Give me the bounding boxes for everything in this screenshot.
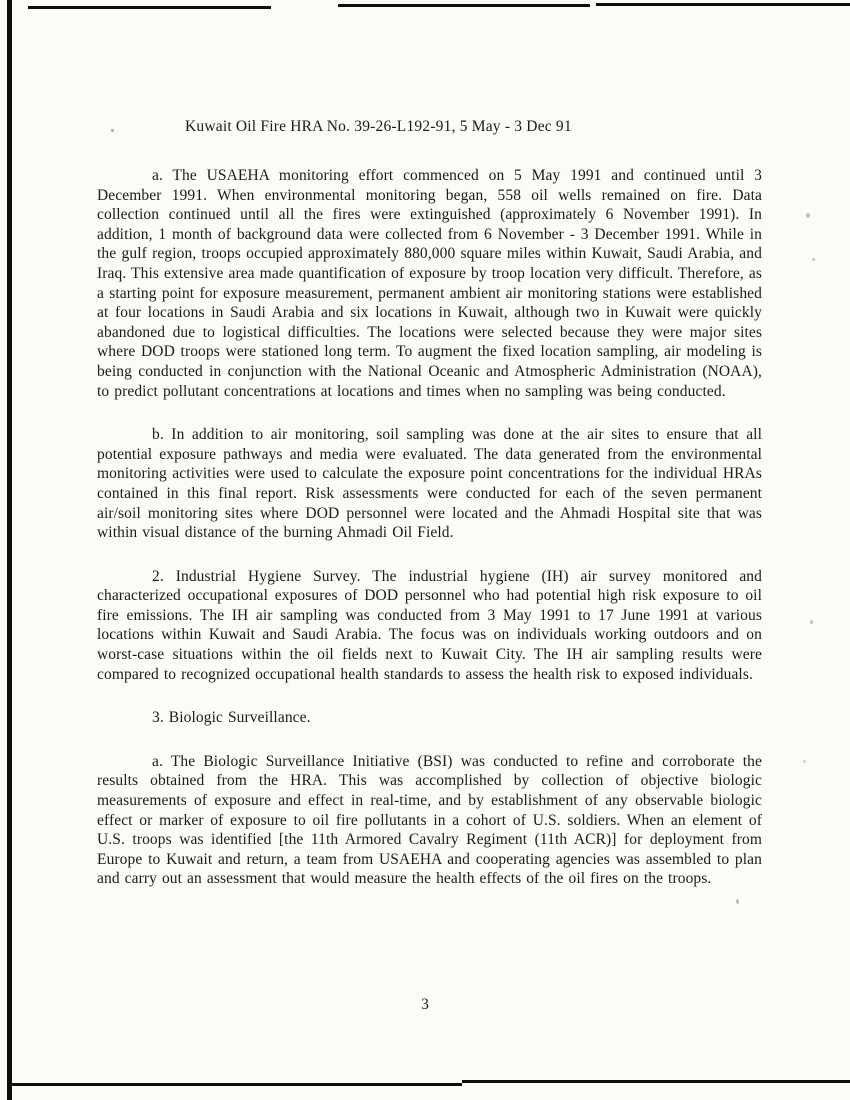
page-number: 3: [421, 996, 429, 1013]
scan-speck: [806, 213, 810, 218]
scan-speck: [803, 760, 806, 763]
paragraph-3a: a. The Biologic Surveillance Initiative (BSI) was conducted to refine and corroborate the results obtained from the HRA. This was accomplished by collection of objective biologic measurements of exposure and effect in real-time, and by establishment of any observable biologic effect or marker of exposure to oil fire pollutants in a cohort of U.S. soldiers. When an element of U.S. troops was identified [the 11th Armored Cavalry Regiment (11th ACR)] for deployment from Europe to Kuwait and return, a team from USAEHA and cooperating agencies was assembled to plan and carry out an assessment that would measure the health effects of the oil fires on the troops.: [97, 752, 762, 888]
paragraph-2-industrial-hygiene: 2. Industrial Hygiene Survey. The industrial hygiene (IH) air survey monitored and characterized occupational exposures of DOD personnel who had potential high risk exposure to oil fire emissions. The IH air sampling was conducted from 3 May 1991 to 17 June 1991 at various locations within Kuwait and Saudi Arabia. The focus was on individuals working outdoors and on worst-case situations within the oil fields next to Kuwait City. The IH air sampling results were compared to recognized occupational health standards to assess the health risk to exposed individuals.: [97, 567, 762, 683]
scan-edge-bottom-segment-1: [12, 1083, 462, 1086]
scan-edge-left: [7, 0, 12, 1100]
document-page: [97, 118, 762, 913]
scan-speck: [812, 258, 815, 261]
scan-edge-top-segment-2: [338, 4, 590, 7]
paragraph-3-biologic-surveillance-heading: 3. Biologic Surveillance.: [152, 709, 311, 727]
scan-edge-bottom-segment-2: [462, 1080, 850, 1083]
paragraph-1b: b. In addition to air monitoring, soil sampling was done at the air sites to ensure that all potential exposure pathways and media were evaluated. The data generated from the environmental monitoring activities were used to calculate the exposure point concentrations for the individual HRAs contained in this final report. Risk assessments were conducted for each of the seven permanent air/soil monitoring sites where DOD personnel were located and the Ahmadi Hospital site that was within visual distance of the burning Ahmadi Oil Field.: [97, 426, 762, 542]
scan-edge-top-segment-1: [28, 6, 271, 9]
scan-edge-top-segment-3: [596, 3, 850, 6]
document-title: Kuwait Oil Fire HRA No. 39-26-L192-91, 5 May - 3 Dec 91: [185, 118, 572, 135]
scan-speck: [810, 620, 813, 624]
paragraph-1a: a. The USAEHA monitoring effort commenced on 5 May 1991 and continued until 3 December 1991. When environmental monitoring began, 558 oil wells remained on fire. Data collection continued until all the fires were extinguished (approximately 6 November 1991). In addition, 1 month of background data were collected from 6 November - 3 December 1991. While in the gulf region, troops occupied approximately 880,000 square miles within Kuwait, Saudi Arabia, and Iraq. This extensive area made quantification of exposure by troop location very difficult. Therefore, as a starting point for exposure measurement, permanent ambient air monitoring stations were established at four locations in Saudi Arabia and six locations in Kuwait, although two in Kuwait were quickly abandoned due to logistical difficulties. The locations were selected because they were major sites where DOD troops were stationed long term. To augment the fixed location sampling, air modeling is being conducted in conjunction with the National Oceanic and Atmospheric Administration (NOAA), to predict pollutant concentrations at locations and times when no sampling was being conducted.: [97, 167, 762, 400]
